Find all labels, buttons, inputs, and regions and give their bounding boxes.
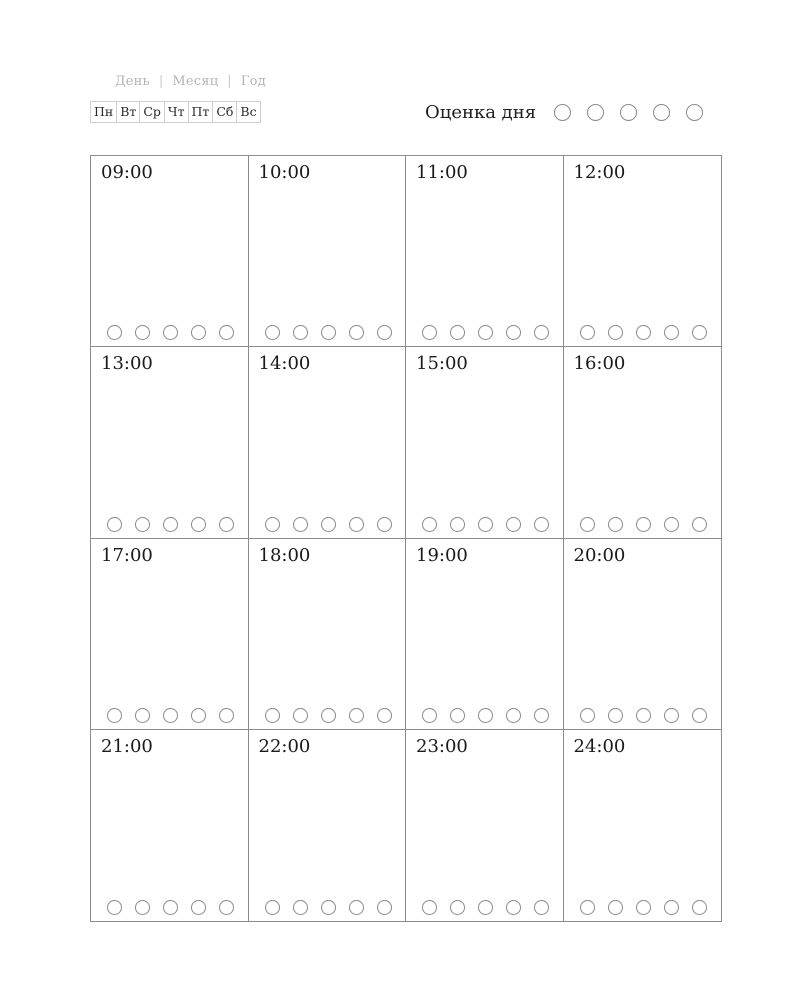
time-slot-cell[interactable] [249, 539, 407, 730]
slot-checkmarks [580, 900, 707, 915]
slot-checkmarks [107, 517, 234, 532]
slot-check-circle[interactable] [265, 708, 280, 723]
weekday-fri[interactable]: Пт [188, 102, 213, 122]
slot-check-circle[interactable] [478, 325, 493, 340]
time-slot-label: 19:00 [416, 544, 468, 566]
slot-checkmarks [422, 708, 549, 723]
slot-check-circle[interactable] [692, 900, 707, 915]
period-separator: | [227, 73, 232, 89]
slot-check-circle[interactable] [534, 325, 549, 340]
slot-check-circle[interactable] [135, 325, 150, 340]
period-day-link[interactable]: День [115, 73, 150, 89]
weekday-sat[interactable]: Сб [212, 102, 236, 122]
time-slot-cell[interactable] [564, 156, 722, 347]
hourly-schedule-grid [90, 155, 722, 922]
slot-checkmarks [580, 517, 707, 532]
time-slot-cell[interactable] [406, 539, 564, 730]
slot-check-circle[interactable] [349, 708, 364, 723]
time-slot-cell[interactable] [406, 156, 564, 347]
rating-circle[interactable] [587, 104, 604, 121]
period-year-link[interactable]: Год [240, 73, 266, 89]
time-slot-label: 18:00 [258, 544, 311, 566]
slot-check-circle[interactable] [450, 708, 465, 723]
slot-checkmarks [265, 708, 392, 723]
time-slot-label: 14:00 [258, 353, 311, 375]
slot-check-circle[interactable] [636, 900, 651, 915]
slot-check-circle[interactable] [265, 517, 280, 532]
slot-check-circle[interactable] [135, 708, 150, 723]
day-rating [425, 100, 703, 124]
time-slot-label: 15:00 [416, 353, 468, 375]
weekday-wed[interactable]: Ср [139, 102, 164, 122]
slot-check-circle[interactable] [664, 708, 679, 723]
slot-check-circle[interactable] [219, 325, 234, 340]
slot-check-circle[interactable] [422, 325, 437, 340]
slot-check-circle[interactable] [349, 517, 364, 532]
slot-check-circle[interactable] [450, 900, 465, 915]
slot-check-circle[interactable] [135, 900, 150, 915]
weekday-mon[interactable]: Пн [94, 104, 114, 119]
slot-check-circle[interactable] [163, 325, 178, 340]
time-slot-cell[interactable] [406, 730, 564, 921]
day-rating-circles [544, 104, 703, 121]
slot-checkmarks [107, 325, 234, 340]
time-slot-cell[interactable] [91, 156, 249, 347]
slot-checkmarks [265, 325, 392, 340]
slot-check-circle[interactable] [219, 900, 234, 915]
rating-circle[interactable] [686, 104, 703, 121]
period-nav [115, 71, 266, 91]
weekday-selector [90, 101, 261, 123]
slot-check-circle[interactable] [506, 325, 521, 340]
time-slot-cell[interactable] [249, 730, 407, 921]
slot-check-circle[interactable] [608, 517, 623, 532]
time-slot-cell[interactable] [91, 730, 249, 921]
time-slot-label: 24:00 [573, 735, 626, 757]
slot-check-circle[interactable] [422, 517, 437, 532]
slot-check-circle[interactable] [450, 325, 465, 340]
slot-check-circle[interactable] [692, 708, 707, 723]
slot-check-circle[interactable] [692, 325, 707, 340]
slot-check-circle[interactable] [534, 708, 549, 723]
slot-check-circle[interactable] [107, 517, 122, 532]
slot-checkmarks [107, 708, 234, 723]
time-slot-cell[interactable] [406, 347, 564, 538]
slot-check-circle[interactable] [107, 708, 122, 723]
slot-check-circle[interactable] [534, 900, 549, 915]
time-slot-label: 22:00 [258, 735, 311, 757]
time-slot-label: 10:00 [258, 162, 311, 183]
time-slot-cell[interactable] [564, 539, 722, 730]
slot-check-circle[interactable] [135, 517, 150, 532]
slot-check-circle[interactable] [664, 517, 679, 532]
time-slot-label: 20:00 [573, 544, 626, 566]
slot-check-circle[interactable] [608, 900, 623, 915]
slot-check-circle[interactable] [293, 900, 308, 915]
slot-check-circle[interactable] [191, 708, 206, 723]
slot-checkmarks [265, 900, 392, 915]
slot-check-circle[interactable] [293, 708, 308, 723]
period-month-link[interactable]: Месяц [172, 73, 219, 89]
slot-check-circle[interactable] [321, 900, 336, 915]
time-slot-cell[interactable] [91, 347, 249, 538]
slot-check-circle[interactable] [163, 900, 178, 915]
slot-check-circle[interactable] [692, 517, 707, 532]
slot-check-circle[interactable] [636, 708, 651, 723]
period-separator: | [158, 73, 164, 89]
slot-check-circle[interactable] [219, 517, 234, 532]
slot-check-circle[interactable] [664, 900, 679, 915]
slot-check-circle[interactable] [664, 325, 679, 340]
slot-checkmarks [265, 517, 392, 532]
slot-check-circle[interactable] [321, 708, 336, 723]
slot-check-circle[interactable] [163, 708, 178, 723]
slot-check-circle[interactable] [506, 517, 521, 532]
slot-checkmarks [580, 708, 707, 723]
slot-check-circle[interactable] [608, 708, 623, 723]
slot-check-circle[interactable] [506, 900, 521, 915]
slot-check-circle[interactable] [580, 325, 595, 340]
time-slot-label: 21:00 [101, 735, 153, 757]
slot-check-circle[interactable] [191, 900, 206, 915]
slot-check-circle[interactable] [219, 708, 234, 723]
slot-check-circle[interactable] [265, 900, 280, 915]
time-slot-label: 09:00 [101, 162, 153, 183]
slot-check-circle[interactable] [349, 900, 364, 915]
slot-check-circle[interactable] [636, 325, 651, 340]
time-slot-cell[interactable] [564, 347, 722, 538]
rating-circle[interactable] [620, 104, 637, 121]
day-rating-label: Оценка дня [425, 101, 537, 123]
time-slot-label: 16:00 [573, 353, 626, 375]
slot-check-circle[interactable] [107, 900, 122, 915]
slot-check-circle[interactable] [293, 325, 308, 340]
slot-check-circle[interactable] [377, 708, 392, 723]
time-slot-label: 17:00 [101, 544, 153, 566]
slot-check-circle[interactable] [265, 325, 280, 340]
weekday-sun[interactable]: Вс [236, 102, 259, 122]
slot-check-circle[interactable] [191, 325, 206, 340]
slot-check-circle[interactable] [377, 517, 392, 532]
time-slot-cell[interactable] [91, 539, 249, 730]
slot-checkmarks [422, 900, 549, 915]
slot-check-circle[interactable] [450, 517, 465, 532]
time-slot-cell[interactable] [249, 347, 407, 538]
time-slot-cell[interactable] [564, 730, 722, 921]
slot-checkmarks [580, 325, 707, 340]
time-slot-cell[interactable] [249, 156, 407, 347]
time-slot-label: 11:00 [416, 162, 468, 183]
slot-check-circle[interactable] [478, 900, 493, 915]
weekday-thu[interactable]: Чт [164, 102, 188, 122]
rating-circle[interactable] [554, 104, 571, 121]
time-slot-label: 13:00 [101, 353, 153, 375]
slot-check-circle[interactable] [293, 517, 308, 532]
rating-circle[interactable] [653, 104, 670, 121]
slot-check-circle[interactable] [580, 708, 595, 723]
slot-check-circle[interactable] [534, 517, 549, 532]
slot-check-circle[interactable] [422, 708, 437, 723]
time-slot-label: 23:00 [416, 735, 468, 757]
slot-check-circle[interactable] [377, 325, 392, 340]
slot-check-circle[interactable] [422, 900, 437, 915]
weekday-tue[interactable]: Вт [116, 102, 139, 122]
slot-check-circle[interactable] [636, 517, 651, 532]
slot-check-circle[interactable] [608, 325, 623, 340]
slot-check-circle[interactable] [349, 325, 364, 340]
slot-checkmarks [107, 900, 234, 915]
slot-check-circle[interactable] [107, 325, 122, 340]
slot-check-circle[interactable] [377, 900, 392, 915]
slot-check-circle[interactable] [163, 517, 178, 532]
slot-check-circle[interactable] [506, 708, 521, 723]
slot-check-circle[interactable] [321, 517, 336, 532]
slot-check-circle[interactable] [478, 517, 493, 532]
slot-check-circle[interactable] [580, 900, 595, 915]
slot-checkmarks [422, 517, 549, 532]
slot-check-circle[interactable] [191, 517, 206, 532]
slot-check-circle[interactable] [478, 708, 493, 723]
time-slot-label: 12:00 [573, 162, 626, 183]
slot-checkmarks [422, 325, 549, 340]
slot-check-circle[interactable] [580, 517, 595, 532]
slot-check-circle[interactable] [321, 325, 336, 340]
